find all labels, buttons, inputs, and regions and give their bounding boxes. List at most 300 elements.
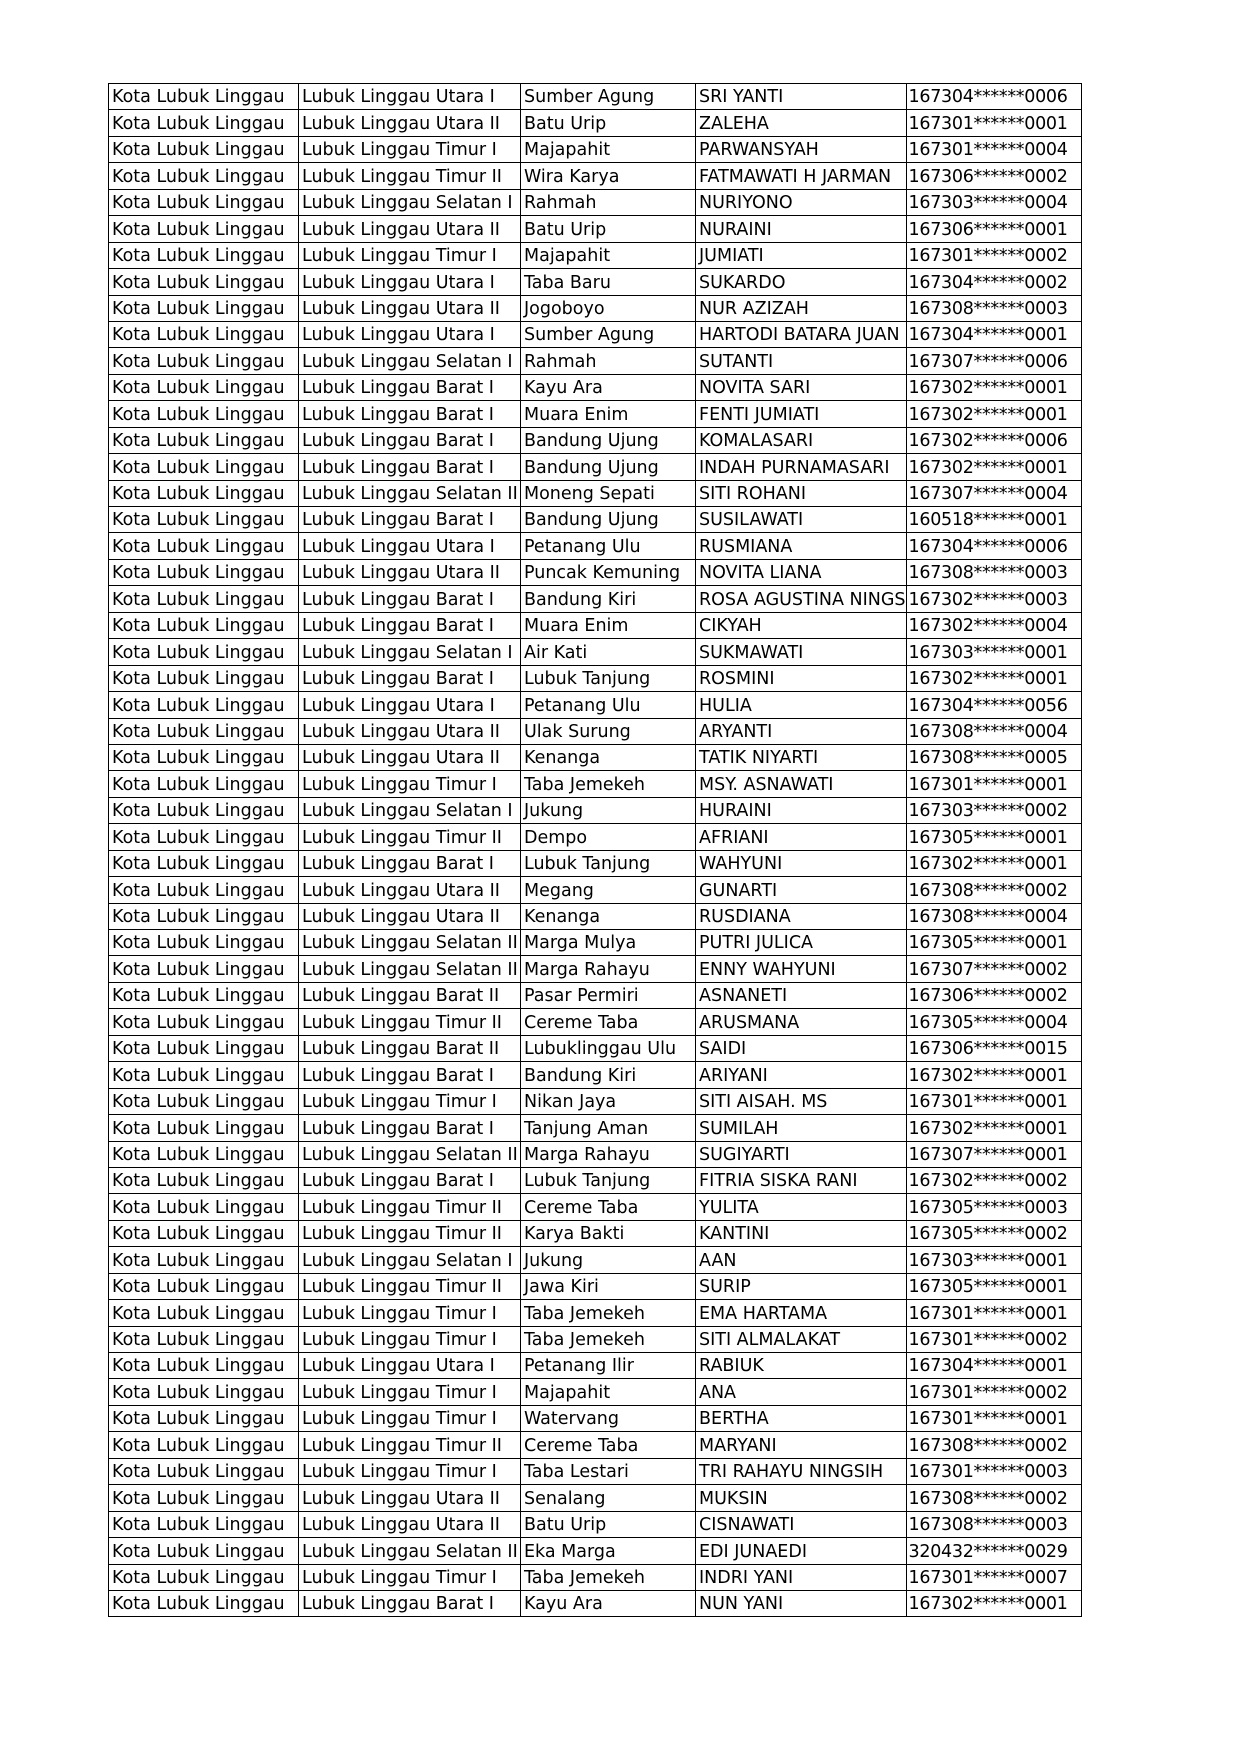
name-cell: HULIA	[696, 692, 907, 718]
nik-cell: 167304******0006	[906, 533, 1081, 559]
nik-cell: 167306******0002	[906, 982, 1081, 1008]
city-cell: Kota Lubuk Linggau	[109, 163, 299, 189]
village-cell: Bandung Ujung	[521, 507, 696, 533]
name-cell: SITI ALMALAKAT	[696, 1326, 907, 1352]
district-cell: Lubuk Linggau Utara I	[299, 692, 521, 718]
name-cell: HURAINI	[696, 797, 907, 823]
village-cell: Batu Urip	[521, 1511, 696, 1537]
city-cell: Kota Lubuk Linggau	[109, 1273, 299, 1299]
district-cell: Lubuk Linggau Timur I	[299, 1379, 521, 1405]
village-cell: Batu Urip	[521, 110, 696, 136]
nik-cell: 167303******0001	[906, 1247, 1081, 1273]
district-cell: Lubuk Linggau Utara I	[299, 1353, 521, 1379]
nik-cell: 167305******0004	[906, 1009, 1081, 1035]
city-cell: Kota Lubuk Linggau	[109, 1247, 299, 1273]
district-cell: Lubuk Linggau Utara I	[299, 321, 521, 347]
table-row	[109, 1379, 1082, 1405]
name-cell: RUSMIANA	[696, 533, 907, 559]
village-cell: Taba Jemekeh	[521, 1300, 696, 1326]
district-cell: Lubuk Linggau Utara II	[299, 718, 521, 744]
district-cell: Lubuk Linggau Barat I	[299, 1115, 521, 1141]
city-cell: Kota Lubuk Linggau	[109, 718, 299, 744]
table-row	[109, 1220, 1082, 1246]
name-cell: EMA HARTAMA	[696, 1300, 907, 1326]
nik-cell: 167302******0001	[906, 374, 1081, 400]
nik-cell: 167308******0004	[906, 718, 1081, 744]
name-cell: INDAH PURNAMASARI	[696, 454, 907, 480]
district-cell: Lubuk Linggau Selatan I	[299, 797, 521, 823]
table-row	[109, 427, 1082, 453]
table-row	[109, 216, 1082, 242]
name-cell: ROSA AGUSTINA NINGS	[696, 586, 907, 612]
village-cell: Majapahit	[521, 242, 696, 268]
table-row	[109, 1326, 1082, 1352]
table-row	[109, 1485, 1082, 1511]
name-cell: MSY. ASNAWATI	[696, 771, 907, 797]
village-cell: Taba Jemekeh	[521, 1564, 696, 1590]
district-cell: Lubuk Linggau Utara II	[299, 1511, 521, 1537]
district-cell: Lubuk Linggau Timur II	[299, 1009, 521, 1035]
village-cell: Petanang Ulu	[521, 692, 696, 718]
table-row	[109, 1432, 1082, 1458]
district-cell: Lubuk Linggau Selatan I	[299, 1247, 521, 1273]
nik-cell: 167307******0006	[906, 348, 1081, 374]
city-cell: Kota Lubuk Linggau	[109, 1326, 299, 1352]
name-cell: SUGIYARTI	[696, 1141, 907, 1167]
village-cell: Watervang	[521, 1405, 696, 1431]
name-cell: ENNY WAHYUNI	[696, 956, 907, 982]
city-cell: Kota Lubuk Linggau	[109, 1353, 299, 1379]
city-cell: Kota Lubuk Linggau	[109, 1485, 299, 1511]
table-row	[109, 903, 1082, 929]
name-cell: ROSMINI	[696, 665, 907, 691]
table-row	[109, 136, 1082, 162]
name-cell: SRI YANTI	[696, 84, 907, 110]
table-row	[109, 1115, 1082, 1141]
village-cell: Bandung Kiri	[521, 586, 696, 612]
city-cell: Kota Lubuk Linggau	[109, 1564, 299, 1590]
village-cell: Majapahit	[521, 136, 696, 162]
name-cell: MUKSIN	[696, 1485, 907, 1511]
name-cell: SUSILAWATI	[696, 507, 907, 533]
name-cell: ARUSMANA	[696, 1009, 907, 1035]
name-cell: NOVITA LIANA	[696, 559, 907, 585]
nik-cell: 167307******0001	[906, 1141, 1081, 1167]
city-cell: Kota Lubuk Linggau	[109, 559, 299, 585]
nik-cell: 167301******0007	[906, 1564, 1081, 1590]
village-cell: Eka Marga	[521, 1538, 696, 1564]
nik-cell: 167302******0001	[906, 1062, 1081, 1088]
nik-cell: 167302******0006	[906, 427, 1081, 453]
nik-cell: 167304******0006	[906, 84, 1081, 110]
name-cell: AAN	[696, 1247, 907, 1273]
table-row	[109, 639, 1082, 665]
city-cell: Kota Lubuk Linggau	[109, 480, 299, 506]
district-cell: Lubuk Linggau Selatan II	[299, 930, 521, 956]
name-cell: FATMAWATI H JARMAN	[696, 163, 907, 189]
name-cell: TATIK NIYARTI	[696, 744, 907, 770]
village-cell: Muara Enim	[521, 401, 696, 427]
city-cell: Kota Lubuk Linggau	[109, 930, 299, 956]
nik-cell: 160518******0001	[906, 507, 1081, 533]
name-cell: ARYANTI	[696, 718, 907, 744]
table-row	[109, 401, 1082, 427]
village-cell: Pasar Permiri	[521, 982, 696, 1008]
table-row	[109, 1511, 1082, 1537]
city-cell: Kota Lubuk Linggau	[109, 1088, 299, 1114]
village-cell: Taba Jemekeh	[521, 1326, 696, 1352]
village-cell: Kayu Ara	[521, 374, 696, 400]
table-row	[109, 1590, 1082, 1616]
nik-cell: 167303******0002	[906, 797, 1081, 823]
city-cell: Kota Lubuk Linggau	[109, 454, 299, 480]
name-cell: ASNANETI	[696, 982, 907, 1008]
district-cell: Lubuk Linggau Utara II	[299, 559, 521, 585]
table-row	[109, 665, 1082, 691]
table-row	[109, 189, 1082, 215]
name-cell: KANTINI	[696, 1220, 907, 1246]
village-cell: Bandung Kiri	[521, 1062, 696, 1088]
village-cell: Bandung Ujung	[521, 454, 696, 480]
table-row	[109, 1009, 1082, 1035]
village-cell: Cereme Taba	[521, 1194, 696, 1220]
nik-cell: 167307******0004	[906, 480, 1081, 506]
table-row	[109, 507, 1082, 533]
city-cell: Kota Lubuk Linggau	[109, 401, 299, 427]
name-cell: SUKARDO	[696, 269, 907, 295]
city-cell: Kota Lubuk Linggau	[109, 110, 299, 136]
nik-cell: 167305******0001	[906, 824, 1081, 850]
nik-cell: 167301******0001	[906, 110, 1081, 136]
name-cell: WAHYUNI	[696, 850, 907, 876]
district-cell: Lubuk Linggau Timur I	[299, 242, 521, 268]
nik-cell: 167306******0001	[906, 216, 1081, 242]
nik-cell: 167302******0001	[906, 401, 1081, 427]
district-cell: Lubuk Linggau Timur II	[299, 1220, 521, 1246]
nik-cell: 167301******0001	[906, 1088, 1081, 1114]
village-cell: Cereme Taba	[521, 1009, 696, 1035]
village-cell: Muara Enim	[521, 612, 696, 638]
name-cell: INDRI YANI	[696, 1564, 907, 1590]
village-cell: Lubuk Tanjung	[521, 850, 696, 876]
village-cell: Karya Bakti	[521, 1220, 696, 1246]
city-cell: Kota Lubuk Linggau	[109, 1405, 299, 1431]
city-cell: Kota Lubuk Linggau	[109, 1379, 299, 1405]
village-cell: Tanjung Aman	[521, 1115, 696, 1141]
district-cell: Lubuk Linggau Selatan I	[299, 639, 521, 665]
district-cell: Lubuk Linggau Timur II	[299, 163, 521, 189]
district-cell: Lubuk Linggau Timur II	[299, 824, 521, 850]
table-row	[109, 1247, 1082, 1273]
table-row	[109, 1194, 1082, 1220]
table-row	[109, 982, 1082, 1008]
district-cell: Lubuk Linggau Selatan II	[299, 480, 521, 506]
nik-cell: 167308******0003	[906, 1511, 1081, 1537]
village-cell: Majapahit	[521, 1379, 696, 1405]
village-cell: Cereme Taba	[521, 1432, 696, 1458]
city-cell: Kota Lubuk Linggau	[109, 850, 299, 876]
nik-cell: 167303******0004	[906, 189, 1081, 215]
city-cell: Kota Lubuk Linggau	[109, 1062, 299, 1088]
district-cell: Lubuk Linggau Utara II	[299, 110, 521, 136]
name-cell: SAIDI	[696, 1035, 907, 1061]
name-cell: SITI AISAH. MS	[696, 1088, 907, 1114]
district-cell: Lubuk Linggau Timur II	[299, 1273, 521, 1299]
table-row	[109, 1300, 1082, 1326]
table-row	[109, 824, 1082, 850]
city-cell: Kota Lubuk Linggau	[109, 692, 299, 718]
nik-cell: 167301******0001	[906, 771, 1081, 797]
city-cell: Kota Lubuk Linggau	[109, 216, 299, 242]
city-cell: Kota Lubuk Linggau	[109, 242, 299, 268]
nik-cell: 167302******0001	[906, 454, 1081, 480]
city-cell: Kota Lubuk Linggau	[109, 189, 299, 215]
district-cell: Lubuk Linggau Selatan II	[299, 1538, 521, 1564]
city-cell: Kota Lubuk Linggau	[109, 824, 299, 850]
table-row	[109, 744, 1082, 770]
village-cell: Marga Mulya	[521, 930, 696, 956]
nik-cell: 167308******0004	[906, 903, 1081, 929]
nik-cell: 167302******0001	[906, 665, 1081, 691]
village-cell: Petanang Ilir	[521, 1353, 696, 1379]
district-cell: Lubuk Linggau Barat I	[299, 586, 521, 612]
city-cell: Kota Lubuk Linggau	[109, 374, 299, 400]
village-cell: Marga Rahayu	[521, 1141, 696, 1167]
nik-cell: 167301******0002	[906, 242, 1081, 268]
district-cell: Lubuk Linggau Barat II	[299, 982, 521, 1008]
name-cell: YULITA	[696, 1194, 907, 1220]
village-cell: Jukung	[521, 797, 696, 823]
city-cell: Kota Lubuk Linggau	[109, 665, 299, 691]
name-cell: NUN YANI	[696, 1590, 907, 1616]
city-cell: Kota Lubuk Linggau	[109, 427, 299, 453]
table-row	[109, 374, 1082, 400]
nik-cell: 167308******0003	[906, 559, 1081, 585]
district-cell: Lubuk Linggau Utara II	[299, 877, 521, 903]
name-cell: ANA	[696, 1379, 907, 1405]
name-cell: ARIYANI	[696, 1062, 907, 1088]
city-cell: Kota Lubuk Linggau	[109, 771, 299, 797]
table-row	[109, 163, 1082, 189]
table-row	[109, 1035, 1082, 1061]
name-cell: NOVITA SARI	[696, 374, 907, 400]
city-cell: Kota Lubuk Linggau	[109, 1590, 299, 1616]
village-cell: Taba Baru	[521, 269, 696, 295]
nik-cell: 167304******0056	[906, 692, 1081, 718]
table-row	[109, 348, 1082, 374]
nik-cell: 167301******0001	[906, 1405, 1081, 1431]
table-row	[109, 692, 1082, 718]
table-row	[109, 850, 1082, 876]
nik-cell: 167308******0005	[906, 744, 1081, 770]
name-cell: EDI JUNAEDI	[696, 1538, 907, 1564]
district-cell: Lubuk Linggau Utara I	[299, 269, 521, 295]
village-cell: Batu Urip	[521, 216, 696, 242]
city-cell: Kota Lubuk Linggau	[109, 1194, 299, 1220]
district-cell: Lubuk Linggau Barat I	[299, 612, 521, 638]
table-row	[109, 84, 1082, 110]
village-cell: Dempo	[521, 824, 696, 850]
table-row	[109, 1273, 1082, 1299]
district-cell: Lubuk Linggau Utara II	[299, 216, 521, 242]
nik-cell: 167305******0001	[906, 1273, 1081, 1299]
name-cell: MARYANI	[696, 1432, 907, 1458]
district-cell: Lubuk Linggau Barat I	[299, 454, 521, 480]
table-row	[109, 533, 1082, 559]
table-row	[109, 612, 1082, 638]
nik-cell: 167305******0003	[906, 1194, 1081, 1220]
city-cell: Kota Lubuk Linggau	[109, 507, 299, 533]
district-cell: Lubuk Linggau Selatan II	[299, 1141, 521, 1167]
village-cell: Kayu Ara	[521, 1590, 696, 1616]
city-cell: Kota Lubuk Linggau	[109, 956, 299, 982]
district-cell: Lubuk Linggau Barat II	[299, 1035, 521, 1061]
name-cell: NURAINI	[696, 216, 907, 242]
table-row	[109, 295, 1082, 321]
district-cell: Lubuk Linggau Barat I	[299, 401, 521, 427]
table-row	[109, 454, 1082, 480]
table-row	[109, 1538, 1082, 1564]
village-cell: Kenanga	[521, 744, 696, 770]
table-row	[109, 586, 1082, 612]
village-cell: Taba Lestari	[521, 1458, 696, 1484]
village-cell: Puncak Kemuning	[521, 559, 696, 585]
table-row	[109, 480, 1082, 506]
village-cell: Bandung Ujung	[521, 427, 696, 453]
city-cell: Kota Lubuk Linggau	[109, 269, 299, 295]
village-cell: Rahmah	[521, 189, 696, 215]
village-cell: Marga Rahayu	[521, 956, 696, 982]
city-cell: Kota Lubuk Linggau	[109, 1115, 299, 1141]
city-cell: Kota Lubuk Linggau	[109, 877, 299, 903]
table-row	[109, 1167, 1082, 1193]
district-cell: Lubuk Linggau Timur I	[299, 136, 521, 162]
city-cell: Kota Lubuk Linggau	[109, 1458, 299, 1484]
name-cell: SUMILAH	[696, 1115, 907, 1141]
table-row	[109, 1564, 1082, 1590]
table-row	[109, 771, 1082, 797]
table-row	[109, 242, 1082, 268]
nik-cell: 167302******0001	[906, 1590, 1081, 1616]
village-cell: Rahmah	[521, 348, 696, 374]
village-cell: Moneng Sepati	[521, 480, 696, 506]
village-cell: Jogoboyo	[521, 295, 696, 321]
nik-cell: 320432******0029	[906, 1538, 1081, 1564]
name-cell: PARWANSYAH	[696, 136, 907, 162]
nik-cell: 167308******0002	[906, 1485, 1081, 1511]
city-cell: Kota Lubuk Linggau	[109, 744, 299, 770]
table-row	[109, 718, 1082, 744]
nik-cell: 167306******0015	[906, 1035, 1081, 1061]
city-cell: Kota Lubuk Linggau	[109, 903, 299, 929]
district-cell: Lubuk Linggau Timur I	[299, 1300, 521, 1326]
village-cell: Wira Karya	[521, 163, 696, 189]
village-cell: Ulak Surung	[521, 718, 696, 744]
table-row	[109, 1088, 1082, 1114]
city-cell: Kota Lubuk Linggau	[109, 982, 299, 1008]
district-cell: Lubuk Linggau Barat I	[299, 850, 521, 876]
village-cell: Megang	[521, 877, 696, 903]
name-cell: SITI ROHANI	[696, 480, 907, 506]
city-cell: Kota Lubuk Linggau	[109, 321, 299, 347]
district-cell: Lubuk Linggau Utara II	[299, 1485, 521, 1511]
village-cell: Lubuklinggau Ulu	[521, 1035, 696, 1061]
city-cell: Kota Lubuk Linggau	[109, 1035, 299, 1061]
name-cell: SURIP	[696, 1273, 907, 1299]
village-cell: Jukung	[521, 1247, 696, 1273]
village-cell: Jawa Kiri	[521, 1273, 696, 1299]
name-cell: SUTANTI	[696, 348, 907, 374]
nik-cell: 167307******0002	[906, 956, 1081, 982]
nik-cell: 167303******0001	[906, 639, 1081, 665]
nik-cell: 167306******0002	[906, 163, 1081, 189]
district-cell: Lubuk Linggau Utara I	[299, 533, 521, 559]
city-cell: Kota Lubuk Linggau	[109, 136, 299, 162]
nik-cell: 167304******0001	[906, 321, 1081, 347]
city-cell: Kota Lubuk Linggau	[109, 639, 299, 665]
nik-cell: 167302******0003	[906, 586, 1081, 612]
village-cell: Kenanga	[521, 903, 696, 929]
table-row	[109, 1353, 1082, 1379]
table-body	[109, 84, 1082, 1617]
district-cell: Lubuk Linggau Timur II	[299, 1432, 521, 1458]
table-row	[109, 930, 1082, 956]
city-cell: Kota Lubuk Linggau	[109, 84, 299, 110]
district-cell: Lubuk Linggau Barat I	[299, 374, 521, 400]
district-cell: Lubuk Linggau Utara II	[299, 903, 521, 929]
nik-cell: 167302******0001	[906, 1115, 1081, 1141]
name-cell: RUSDIANA	[696, 903, 907, 929]
district-cell: Lubuk Linggau Timur II	[299, 1194, 521, 1220]
data-table	[108, 83, 1082, 1617]
district-cell: Lubuk Linggau Barat I	[299, 1590, 521, 1616]
nik-cell: 167302******0002	[906, 1167, 1081, 1193]
name-cell: KOMALASARI	[696, 427, 907, 453]
nik-cell: 167305******0002	[906, 1220, 1081, 1246]
city-cell: Kota Lubuk Linggau	[109, 1220, 299, 1246]
nik-cell: 167301******0001	[906, 1300, 1081, 1326]
table-row	[109, 1405, 1082, 1431]
name-cell: ZALEHA	[696, 110, 907, 136]
village-cell: Sumber Agung	[521, 321, 696, 347]
village-cell: Lubuk Tanjung	[521, 1167, 696, 1193]
city-cell: Kota Lubuk Linggau	[109, 295, 299, 321]
name-cell: RABIUK	[696, 1353, 907, 1379]
nik-cell: 167305******0001	[906, 930, 1081, 956]
table-row	[109, 321, 1082, 347]
table-row	[109, 1458, 1082, 1484]
name-cell: FITRIA SISKA RANI	[696, 1167, 907, 1193]
city-cell: Kota Lubuk Linggau	[109, 533, 299, 559]
city-cell: Kota Lubuk Linggau	[109, 1538, 299, 1564]
nik-cell: 167304******0002	[906, 269, 1081, 295]
table-row	[109, 797, 1082, 823]
city-cell: Kota Lubuk Linggau	[109, 1141, 299, 1167]
district-cell: Lubuk Linggau Barat I	[299, 507, 521, 533]
city-cell: Kota Lubuk Linggau	[109, 1167, 299, 1193]
village-cell: Senalang	[521, 1485, 696, 1511]
district-cell: Lubuk Linggau Barat I	[299, 665, 521, 691]
table-row	[109, 1062, 1082, 1088]
city-cell: Kota Lubuk Linggau	[109, 348, 299, 374]
village-cell: Petanang Ulu	[521, 533, 696, 559]
nik-cell: 167302******0004	[906, 612, 1081, 638]
name-cell: CISNAWATI	[696, 1511, 907, 1537]
name-cell: TRI RAHAYU NINGSIH	[696, 1458, 907, 1484]
nik-cell: 167308******0003	[906, 295, 1081, 321]
nik-cell: 167308******0002	[906, 1432, 1081, 1458]
nik-cell: 167301******0002	[906, 1326, 1081, 1352]
